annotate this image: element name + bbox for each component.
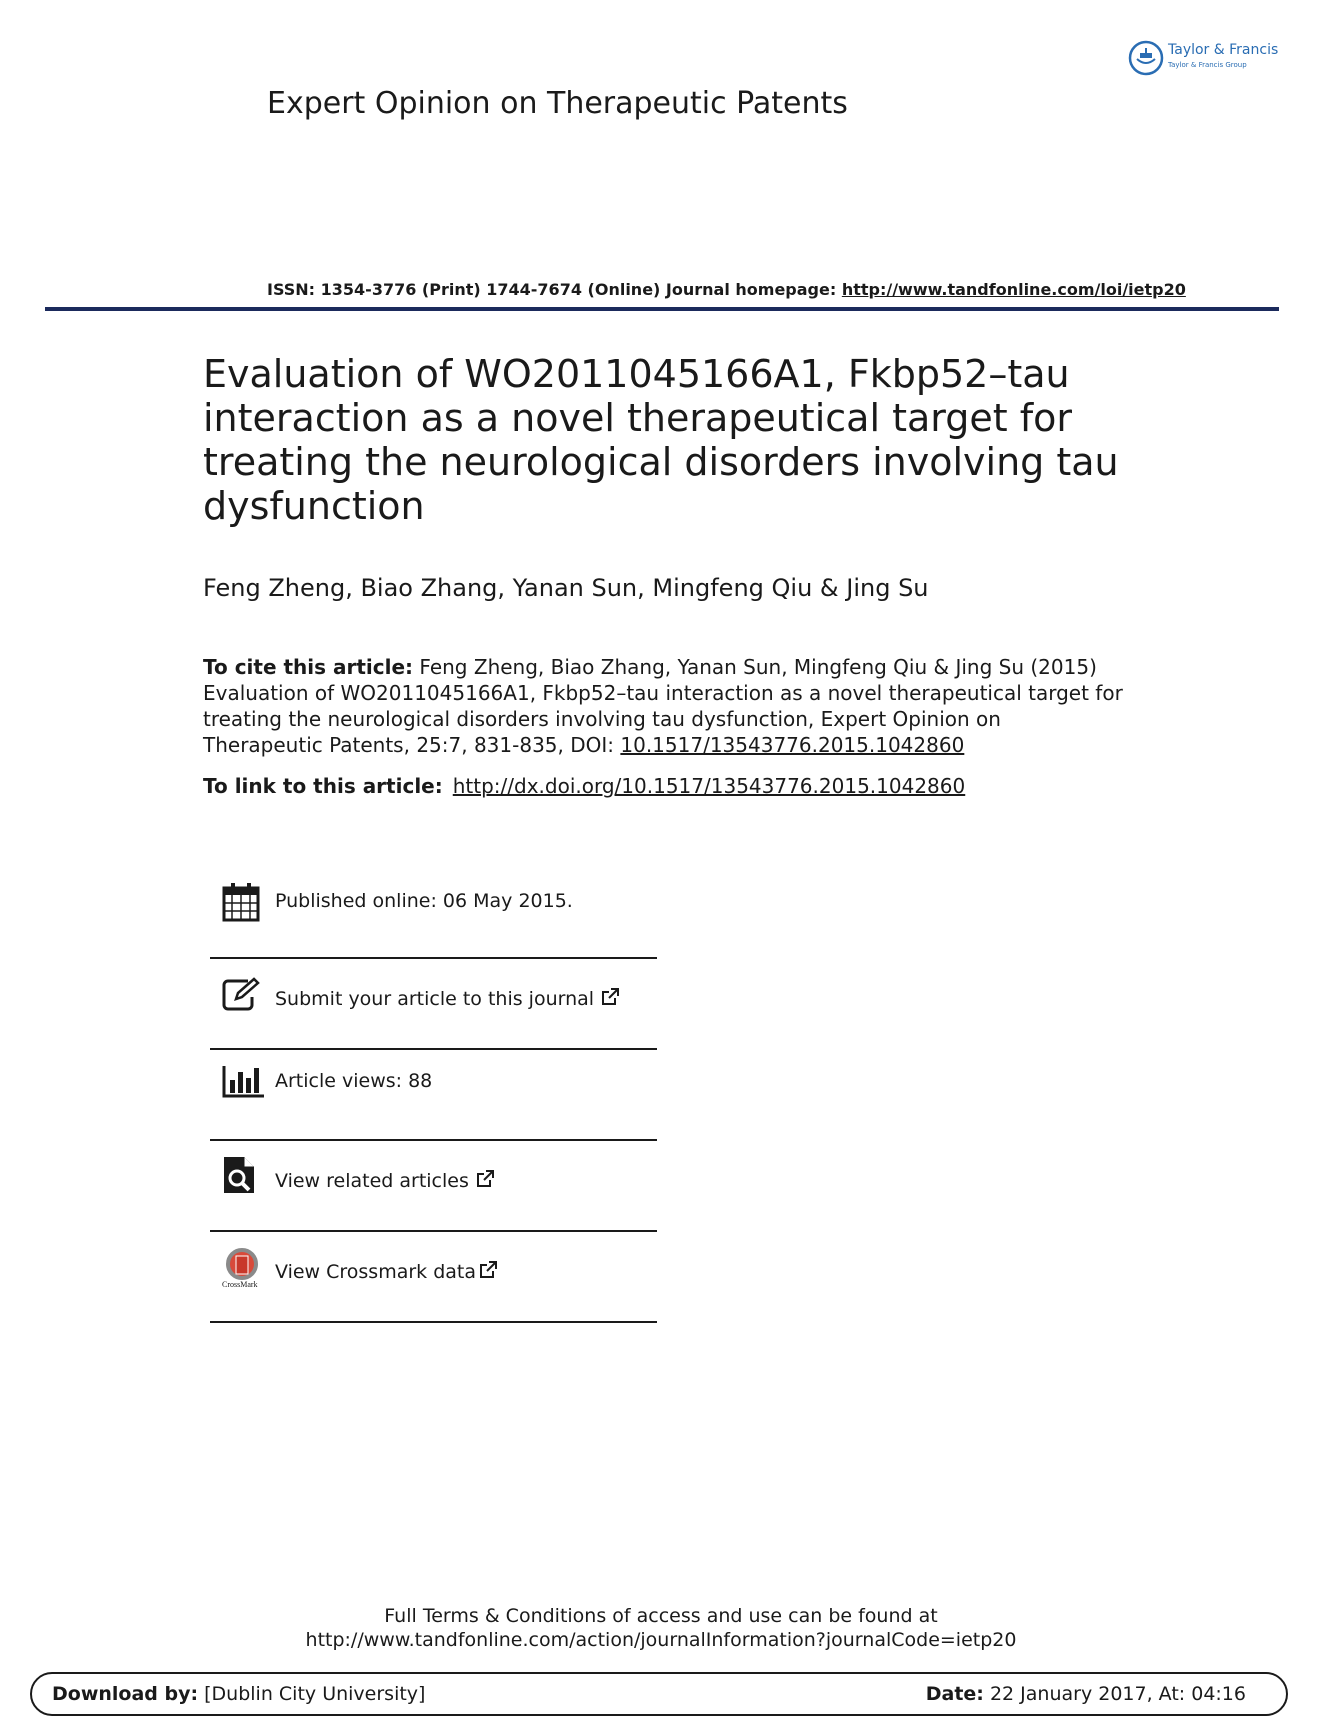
publisher-name: Taylor & Francis xyxy=(1168,42,1279,58)
terms-and-conditions xyxy=(0,1604,1322,1652)
related-row[interactable] xyxy=(210,1141,657,1232)
publisher-logo xyxy=(1128,40,1288,76)
citation-label: To cite this article: xyxy=(203,655,414,679)
crossmark-link[interactable] xyxy=(275,1260,498,1285)
issn-text: ISSN: 1354-3776 (Print) 1744-7674 (Online) Journal homepage: xyxy=(267,280,842,299)
issn-line xyxy=(267,280,1186,299)
calendar-icon xyxy=(222,882,260,922)
journal-title: Expert Opinion on Therapeutic Patents xyxy=(267,86,848,121)
download-by-label: Download by: xyxy=(52,1683,199,1705)
citation-block xyxy=(203,654,1123,758)
crossmark-row[interactable] xyxy=(210,1232,657,1323)
related-articles-label: View related articles xyxy=(275,1170,469,1192)
article-authors: Feng Zheng, Biao Zhang, Yanan Sun, Mingfeng Qiu & Jing Su xyxy=(203,574,929,602)
download-by xyxy=(52,1683,425,1705)
terms-line-1: Full Terms & Conditions of access and use can be found at xyxy=(384,1605,938,1627)
edit-icon xyxy=(222,977,260,1017)
crossmark-icon xyxy=(222,1248,260,1288)
article-link-line xyxy=(203,774,965,798)
related-articles-link[interactable] xyxy=(275,1169,495,1194)
download-date-label: Date: xyxy=(925,1683,984,1705)
article-doi-url-link[interactable]: http://dx.doi.org/10.1517/13543776.2015.1042860 xyxy=(452,774,966,798)
publisher-group: Taylor & Francis Group xyxy=(1168,61,1247,69)
terms-url[interactable]: http://www.tandfonline.com/action/journalInformation?journalCode=ietp20 xyxy=(305,1629,1017,1651)
article-link-label: To link to this article: xyxy=(203,774,443,798)
published-row xyxy=(210,868,657,959)
external-link-icon xyxy=(478,1260,498,1285)
download-footer xyxy=(30,1672,1288,1716)
citation-text: Feng Zheng, Biao Zhang, Yanan Sun, Mingfeng Qiu & Jing Su (2015) Evaluation of WO2011045166A1, Fkbp52–tau interaction as a novel therapeutical target for treating the neurological disorders involving tau dysfunction, Expert Opinion on Therapeutic Patents, 25:7, 831-835, DOI: xyxy=(203,655,1123,757)
taylor-francis-logo-icon xyxy=(1128,40,1164,76)
submit-article-label: Submit your article to this journal xyxy=(275,988,595,1010)
document-search-icon xyxy=(222,1155,260,1195)
article-title: Evaluation of WO2011045166A1, Fkbp52–tau interaction as a novel therapeutical target for treating the neurological disorders involving tau dysfunction xyxy=(203,352,1119,528)
download-date-value: 22 January 2017, At: 04:16 xyxy=(983,1683,1246,1705)
submit-row[interactable] xyxy=(210,959,657,1050)
external-link-icon xyxy=(600,987,620,1012)
views-row xyxy=(210,1050,657,1141)
crossmark-label: View Crossmark data xyxy=(275,1261,477,1283)
article-info-list xyxy=(210,868,657,1323)
submit-article-link[interactable] xyxy=(275,987,620,1012)
download-by-value: [Dublin City University] xyxy=(198,1683,426,1705)
external-link-icon xyxy=(475,1169,495,1194)
journal-homepage-link[interactable]: http://www.tandfonline.com/loi/ietp20 xyxy=(841,280,1186,299)
bar-chart-icon xyxy=(222,1064,260,1104)
published-date: Published online: 06 May 2015. xyxy=(275,890,573,912)
doi-link[interactable]: 10.1517/13543776.2015.1042860 xyxy=(620,733,965,757)
article-views: Article views: 88 xyxy=(275,1070,433,1092)
download-date xyxy=(926,1683,1246,1705)
crossmark-logo-text: CrossMark xyxy=(222,1280,258,1289)
header-divider xyxy=(45,307,1279,311)
